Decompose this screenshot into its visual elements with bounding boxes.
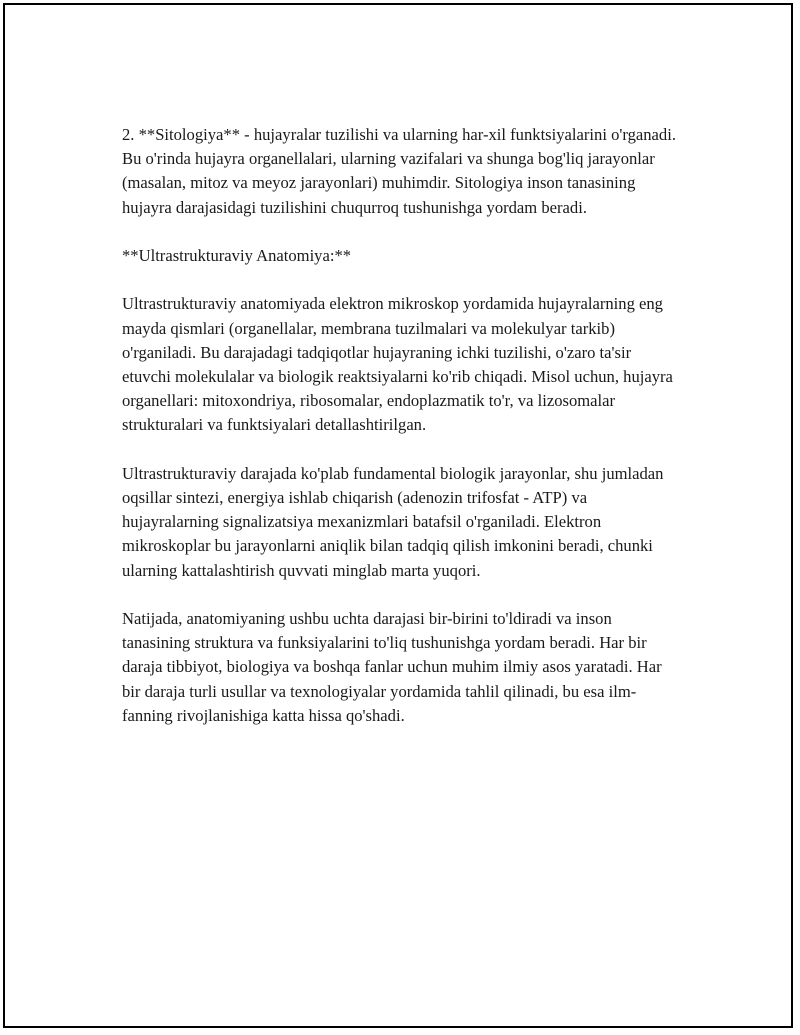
paragraph-conclusion: Natijada, anatomiyaning ushbu uchta darajasi bir-birini to'ldiradi va inson tanasining struktura va funksiyalarini to'liq tushunishga yordam beradi. Har bir daraja tibbiyot, biologiya va boshqa fanlar uchun muhim ilmiy asos yaratadi. Har bir daraja turli usullar va texnologiyalar yordamida tahlil qilinadi, bu esa ilm-fanning rivojlanishiga katta hissa qo'shadi. [122,609,662,725]
document-page [3,3,793,1028]
paragraph-ultrastructure-intro: Ultrastrukturaviy anatomiyada elektron mikroskop yordamida hujayralarning eng mayda qismlari (organellalar, membrana tuzilmalari va molekulyar tarkib) o'rganiladi. Bu darajadagi tadqiqotlar hujayraning ichki tuzilishi, o'zaro ta'sir etuvchi molekulalar va biologik reaktsiyalarni ko'rib chiqadi. Misol uchun, hujayra organellari: mitoxondriya, ribosomalar, endoplazmatik to'r, va lizosomalar strukturalari va funktsiyalari detallashtirilgan. [122,294,673,435]
paragraph-ultrastructure-processes: Ultrastrukturaviy darajada ko'plab fundamental biologik jarayonlar, shu jumladan oqsillar sintezi, energiya ishlab chiqarish (adenozin trifosfat - ATP) va hujayralarning signalizatsiya mexanizmlari batafsil o'rganiladi. Elektron mikroskoplar bu jarayonlarni aniqlik bilan tadqiq qilish imkonini beradi, chunki ularning kattalashtirish quvvati minglab marta yuqori. [122,463,664,580]
section-heading-ultrastrukturaviy: **Ultrastrukturaviy Anatomiya:** [122,246,352,265]
paragraph-sitologiya: 2. **Sitologiya** - hujayralar tuzilishi va ularning har-xil funktsiyalarini o'rganadi. Bu o'rinda hujayra organellalari, ularning vazifalari va shunga bog'liq jarayonlar (masalan, mitoz va meyoz jarayonlari) muhimdir. Sitologiya inson tanasining hujayra darajasidagi tuzilishini chuqurroq tushunishga yordam beradi. [122,125,676,217]
document-body [122,123,682,728]
